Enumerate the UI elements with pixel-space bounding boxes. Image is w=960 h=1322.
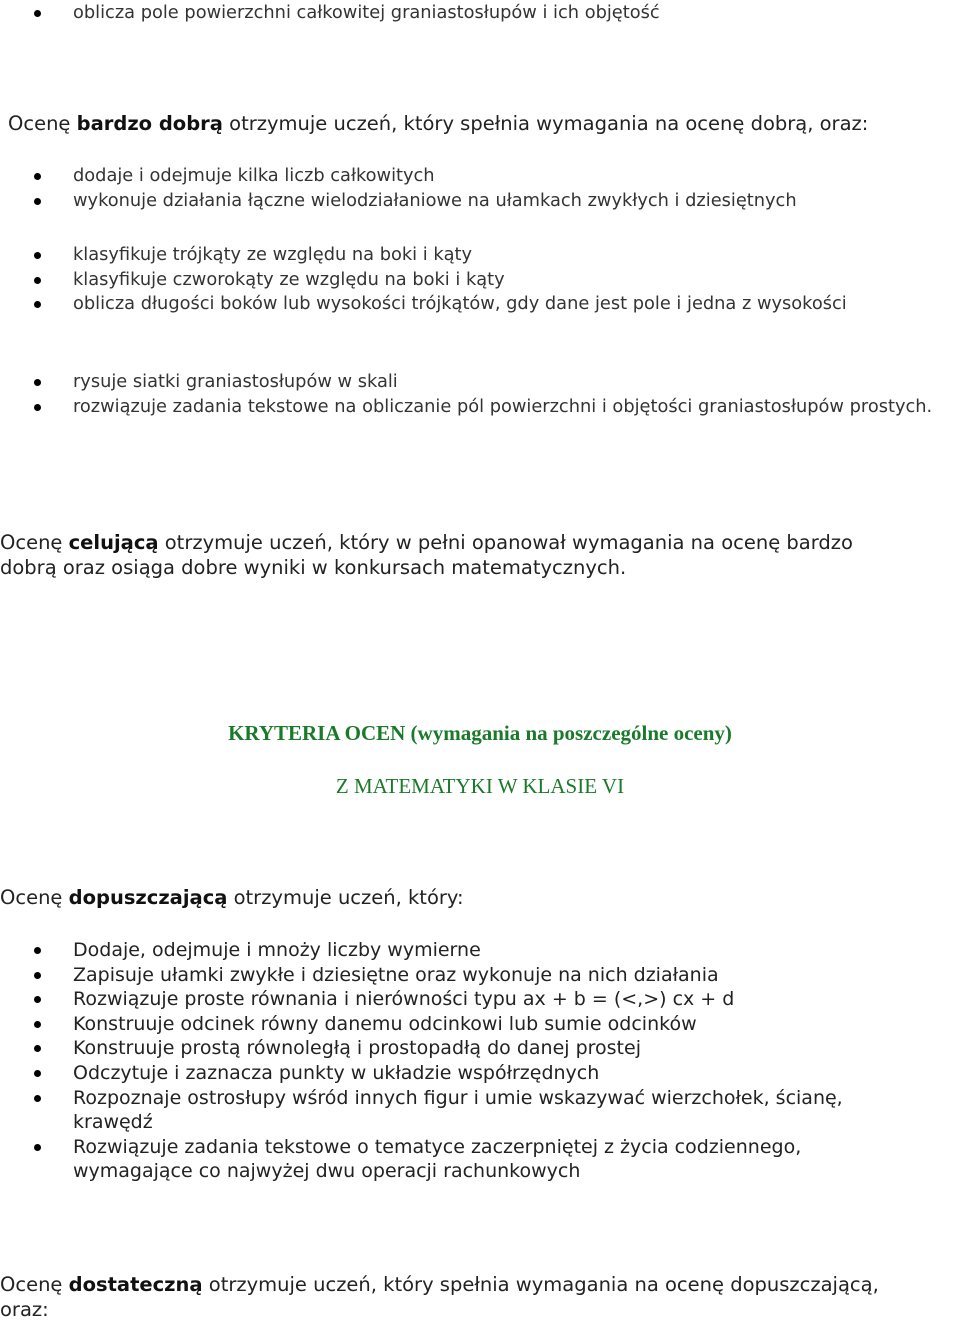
list-item: Odczytuje i zaznacza punkty w układzie współrzędnych — [0, 1061, 960, 1086]
bullet-list-bardzo-2 — [0, 243, 960, 317]
document-subtitle: Z MATEMATYKI W KLASIE VI — [335, 774, 625, 798]
grade-label: dopuszczającą — [68, 886, 228, 909]
bullet-list-dopuszczajaca — [0, 938, 960, 1184]
bullet-icon — [34, 10, 41, 17]
grade-label: dostateczną — [68, 1273, 203, 1296]
list-item: Rozwiązuje proste równania i nierówności typu ax + b = (<,>) cx + d — [0, 987, 960, 1012]
list-item: oblicza długości boków lub wysokości trójkątów, gdy dane jest pole i jedna z wysokości — [0, 292, 960, 317]
list-item: Zapisuje ułamki zwykłe i dziesiętne oraz wykonuje na nich działania — [0, 963, 960, 988]
list-item: rysuje siatki graniastosłupów w skali — [0, 370, 960, 395]
bullet-list-top — [0, 1, 960, 26]
bullet-icon — [34, 1144, 41, 1151]
list-item: klasyfikuje trójkąty ze względu na boki i kąty — [0, 243, 960, 268]
bullet-icon — [34, 173, 41, 180]
bullet-icon — [34, 379, 41, 386]
list-item: wykonuje działania łączne wielodziałaniowe na ułamkach zwykłych i dziesiętnych — [0, 189, 960, 214]
bullet-icon — [34, 1070, 41, 1077]
list-item: rozwiązuje zadania tekstowe na obliczanie pól powierzchni i objętości graniastosłupów prostych. — [0, 395, 960, 420]
bullet-icon — [34, 252, 41, 259]
list-item: dodaje i odejmuje kilka liczb całkowitych — [0, 164, 960, 189]
intro-bardzo-dobra: Ocenę bardzo dobrą otrzymuje uczeń, który spełnia wymagania na ocenę dobrą, oraz: — [8, 112, 869, 135]
list-item: Rozwiązuje zadania tekstowe o tematyce zaczerpniętej z życia codziennego, wymagające co najwyżej dwu operacji rachunkowych — [0, 1135, 960, 1184]
list-item: Konstruuje prostą równoległą i prostopadłą do danej prostej — [0, 1036, 960, 1061]
bullet-icon — [34, 972, 41, 979]
bullet-icon — [34, 1021, 41, 1028]
bullet-list-bardzo-1 — [0, 164, 960, 213]
bullet-icon — [34, 301, 41, 308]
intro-dopuszczajaca: Ocenę dopuszczającą otrzymuje uczeń, który: — [0, 886, 464, 909]
bullet-icon — [34, 1045, 41, 1052]
list-item: Konstruuje odcinek równy danemu odcinkowi lub sumie odcinków — [0, 1012, 960, 1037]
list-item: Rozpoznaje ostrosłupy wśród innych figur i umie wskazywać wierzchołek, ścianę, krawędź — [0, 1086, 960, 1135]
bullet-icon — [34, 198, 41, 205]
grade-label: bardzo dobrą — [76, 112, 223, 135]
intro-celujaca: Ocenę celującą otrzymuje uczeń, który w pełni opanował wymagania na ocenę bardzo dobrą oraz osiąga dobre wyniki w konkursach matematycznych. — [0, 531, 853, 579]
list-item: oblicza pole powierzchni całkowitej graniastosłupów i ich objętość — [0, 1, 960, 26]
intro-dostateczna: Ocenę dostateczną otrzymuje uczeń, który spełnia wymagania na ocenę dopuszczającą, oraz: — [0, 1273, 879, 1321]
grade-label: celującą — [68, 531, 159, 554]
bullet-icon — [34, 947, 41, 954]
bullet-icon — [34, 277, 41, 284]
bullet-icon — [34, 996, 41, 1003]
document-title: KRYTERIA OCEN (wymagania na poszczególne oceny) — [228, 721, 732, 745]
bullet-icon — [34, 1095, 41, 1102]
bullet-list-bardzo-3 — [0, 370, 960, 419]
list-item: klasyfikuje czworokąty ze względu na boki i kąty — [0, 268, 960, 293]
list-item: Dodaje, odejmuje i mnoży liczby wymierne — [0, 938, 960, 963]
bullet-icon — [34, 404, 41, 411]
